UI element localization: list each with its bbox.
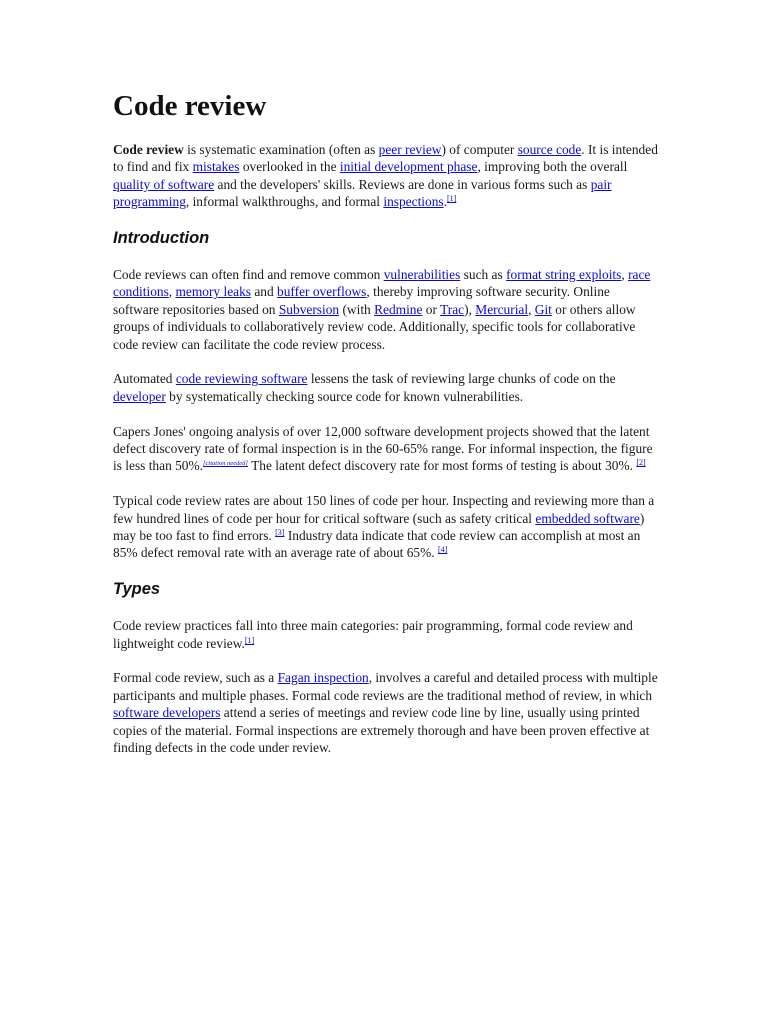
text-span: , informal walkthroughs, and formal [185,194,384,210]
text-span: ), [464,301,476,317]
text-span: Automated [113,371,176,387]
link-buffer-overflows[interactable]: buffer overflows [277,284,367,300]
link-software-developers[interactable]: software developers [113,705,221,721]
text-span: , involves a careful and detailed process with multiple participants and multiple phases. Formal code reviews are the traditional method of review, in which [113,670,658,703]
link-embedded-software[interactable]: embedded software [535,510,640,526]
link-format-string-exploits[interactable]: format string exploits [506,267,622,283]
link-pair-programming[interactable]: pair programming [113,176,612,210]
link-code-reviewing-software[interactable]: code reviewing software [175,371,308,387]
introduction-paragraph-1 [113,266,658,353]
text-span: . [443,194,447,210]
text-span: , improving both the overall [477,159,628,175]
text-span: and the developers' skills. Reviews are done in various forms such as [214,176,591,192]
section-heading-types: Types [113,580,161,599]
text-span: and [251,284,278,300]
article [113,88,658,774]
link-inspections[interactable]: inspections [383,194,444,210]
text-span: by systematically checking source code for known vulnerabilities. [165,388,524,404]
link-mercurial[interactable]: Mercurial [475,301,529,317]
types-paragraph-1 [113,617,658,652]
text-span: (with [339,301,375,317]
types-paragraph-2 [113,669,658,756]
text-span: ) may be too fast to find errors. [113,510,645,544]
link-redmine[interactable]: Redmine [374,301,423,317]
introduction-paragraph-3 [113,423,658,475]
link-source-code[interactable]: source code [517,142,582,157]
text-span: . It is intended to find and fix [113,142,658,175]
text-span: overlooked in the [239,159,340,175]
text-span: Typical code review rates are about 150 lines of code per hour. Inspecting and reviewing more than a few hundred lines of code per hour for critical software (such as safety critical [113,493,655,526]
link-quality-of-software[interactable]: quality of software [113,176,215,192]
text-span: Formal code review, such as a [113,670,278,686]
link-developer[interactable]: developer [113,388,166,404]
section-heading-introduction: Introduction [113,229,210,248]
page-title: Code review [113,90,267,122]
reference-2-link[interactable]: [2] [636,458,646,468]
text-span: or [422,301,441,317]
text-span: ) of computer [441,142,518,157]
reference-1-link[interactable]: [1] [244,635,255,645]
link-vulnerabilities[interactable]: vulnerabilities [383,267,461,283]
text-span: Capers Jones' ongoing analysis of over 12,000 software development projects showed that the latent defect discovery rate of formal inspection is in the 60-65% range. For informal inspection, the figure is less than 50%. [113,423,653,474]
text-span: Code reviews can often find and remove common [113,267,384,283]
text-span: Code review practices fall into three main categories: pair programming, formal code review and lightweight code review. [113,618,633,651]
link-fagan-inspection[interactable]: Fagan inspection [277,670,369,686]
citation-needed-link[interactable]: [citation needed] [203,460,248,468]
text-span: such as [460,267,507,283]
link-initial-development-phase[interactable]: initial development phase [339,159,478,175]
link-mistakes[interactable]: mistakes [192,159,240,175]
link-race-conditions[interactable]: race conditions [113,267,651,300]
text-span: Industry data indicate that code review can accomplish at most an 85% defect removal rate with an average rate of about 65%. [113,528,641,561]
text-span: The latent defect discovery rate for most forms of testing is about 30%. [247,458,637,474]
lead-paragraph [113,141,658,211]
text-span: or others allow groups of individuals to collaboratively review code. Additionally, specific tools for collaborative code review can facilitate the code review process. [113,301,636,352]
link-memory-leaks[interactable]: memory leaks [175,284,251,300]
text-span: attend a series of meetings and review code line by line, usually using printed copies of the material. Formal inspections are extremely thorough and have been proven effective at finding defects in the code under review. [113,705,650,756]
link-subversion[interactable]: Subversion [278,301,340,317]
introduction-paragraph-4 [113,492,658,562]
link-trac[interactable]: Trac [440,301,465,317]
text-span: , [528,301,535,317]
text-span: lessens the task of reviewing large chunks of code on the [307,371,616,387]
introduction-paragraph-2 [113,370,658,405]
reference-1-link[interactable]: [1] [446,194,457,204]
text-span: , [621,267,629,283]
reference-4-link[interactable]: [4] [437,545,448,555]
text-span: is systematic examination (often as [183,142,379,157]
link-git[interactable]: Git [534,301,552,317]
lead-bold-term: Code review [113,142,184,157]
link-peer-review[interactable]: peer review [378,142,442,157]
text-span: , thereby improving software security. Online software repositories based on [113,284,610,317]
text-span: , [168,284,176,300]
reference-3-link[interactable]: [3] [275,528,285,538]
